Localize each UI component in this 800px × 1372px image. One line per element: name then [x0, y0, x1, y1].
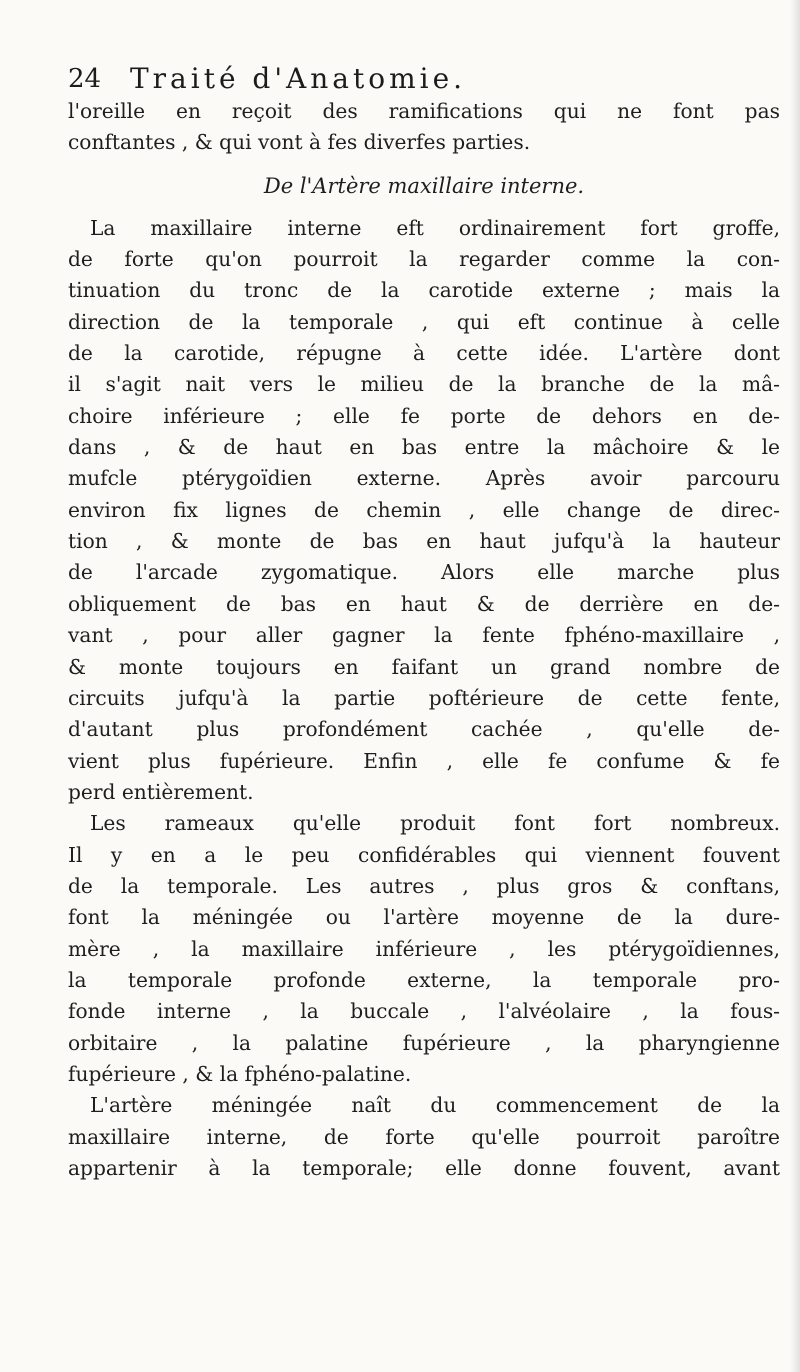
text-line: tinuation du tronc de la carotide externe ; mais la — [68, 278, 780, 303]
text-line: fupérieure , & la fphéno-palatine. — [68, 1061, 412, 1086]
text-line: choire inférieure ; elle fe porte de dehors en de- — [68, 403, 780, 428]
text-line: & monte toujours en faifant un grand nombre de — [68, 654, 780, 679]
text-line: la temporale profonde externe, la temporale pro- — [68, 967, 780, 992]
text-line: mufcle ptérygoïdien externe. Après avoir parcouru — [68, 466, 780, 491]
text-line: L'artère méningée naît du commencement de la — [90, 1093, 780, 1118]
text-line: tion , & monte de bas en haut jufqu'à la hauteur — [68, 529, 780, 554]
text-line: font la méningée ou l'artère moyenne de la dure- — [68, 905, 780, 930]
text-line: d'autant plus profondément cachée , qu'elle de- — [68, 717, 780, 742]
text-line: de la carotide, répugne à cette idée. L'artère dont — [68, 341, 780, 366]
text-line: environ fix lignes de chemin , elle change de direc- — [68, 497, 780, 522]
text-line: vant , pour aller gagner la fente fphéno-maxillaire , — [68, 623, 780, 648]
text-line: vient plus fupérieure. Enfin , elle fe confume & fe — [68, 748, 780, 773]
text-line: dans , & de haut en bas entre la mâchoire & le — [68, 435, 780, 460]
text-line: de la temporale. Les autres , plus gros & conftans, — [68, 873, 780, 898]
text-line: perd entièrement. — [68, 779, 254, 804]
body-text — [68, 96, 780, 1184]
running-title: Traité d'Anatomie. — [130, 62, 467, 95]
text-line: il s'agit nait vers le milieu de la branche de la mâ- — [68, 372, 780, 397]
text-line: mère , la maxillaire inférieure , les ptérygoïdiennes, — [68, 936, 780, 961]
text-line: conftantes , & qui vont à fes diverfes parties. — [68, 130, 531, 155]
page-header — [68, 58, 780, 98]
text-line: La maxillaire interne eft ordinairement fort groffe, — [90, 215, 780, 240]
text-line: circuits jufqu'à la partie poftérieure de cette fente, — [68, 685, 780, 710]
text-line: de l'arcade zygomatique. Alors elle marche plus — [68, 560, 780, 585]
text-line: appartenir à la temporale; elle donne fouvent, avant — [68, 1156, 780, 1180]
page-edge-shadow — [790, 0, 800, 1372]
text-line: fonde interne , la buccale , l'alvéolaire , la fous- — [68, 999, 780, 1024]
page-number: 24 — [68, 64, 102, 94]
text-line: direction de la temporale , qui eft continue à celle — [68, 309, 780, 334]
text-line: Il y en a le peu confidérables qui viennent fouvent — [68, 842, 780, 867]
text-line: Les rameaux qu'elle produit font fort nombreux. — [90, 811, 780, 836]
text-line: maxillaire interne, de forte qu'elle pourroit paroître — [68, 1124, 780, 1149]
text-line: orbitaire , la palatine fupérieure , la pharyngienne — [68, 1030, 780, 1055]
text-line: de forte qu'on pourroit la regarder comme la con- — [68, 247, 780, 272]
text-line: l'oreille en reçoit des ramifications qui ne font pas — [68, 99, 780, 123]
section-heading: De l'Artère maxillaire interne. — [263, 173, 585, 198]
text-line: obliquement de bas en haut & de derrière en de- — [68, 591, 780, 616]
